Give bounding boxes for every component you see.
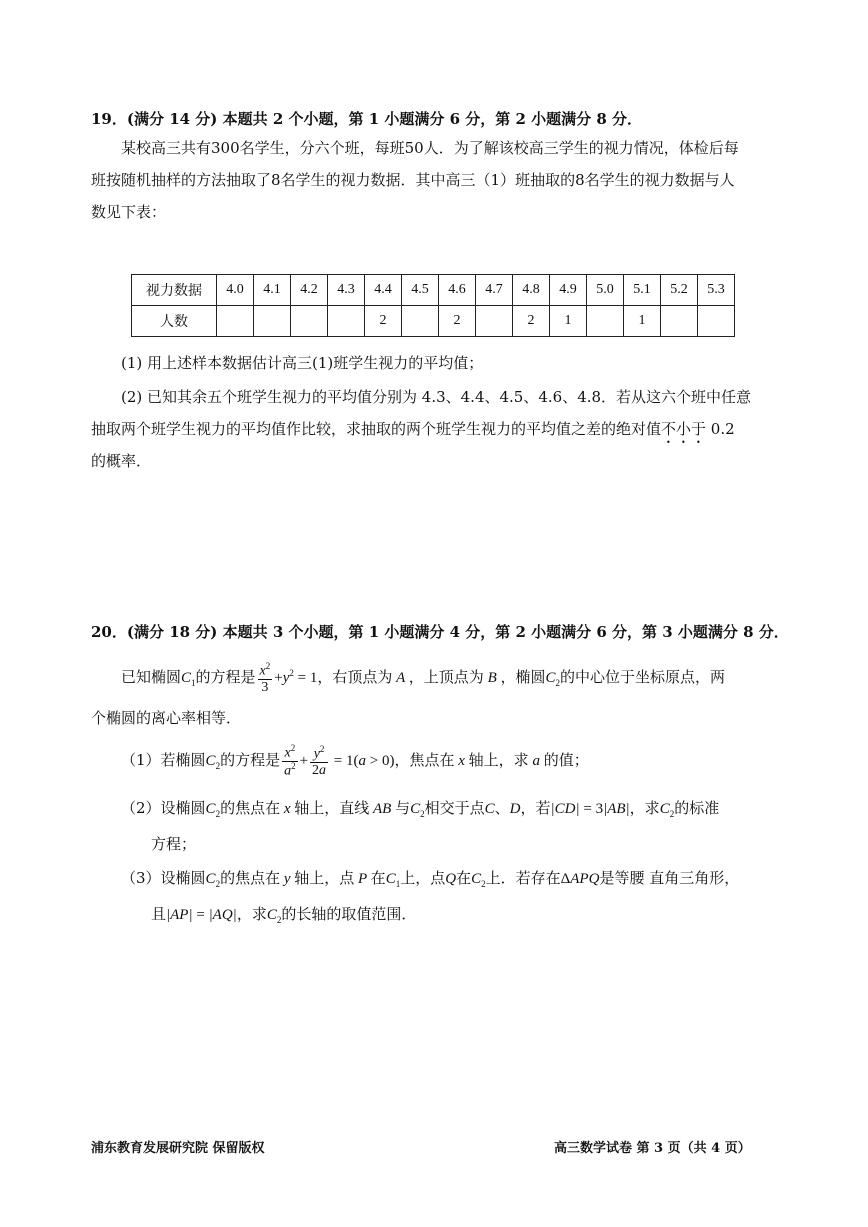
text: 的焦点在 xyxy=(220,869,281,887)
table-cell: 4.6 xyxy=(439,275,476,306)
q20-intro-line1: 已知椭圆$C_1$的方程是 $\frac{x^2}{3}$ $+y^2 = 1$，右顶点为 A ，上顶点为 B ，椭圆$C_2$的中心位于坐标原点，两 xyxy=(121,660,726,695)
table-cell: 2 xyxy=(439,306,476,337)
text: 在 xyxy=(370,869,386,887)
table-cell: 2 xyxy=(365,306,402,337)
q20-part2-line1: （2）设椭圆$C_2$的焦点在 x 轴上，直线 AB 与$C_2$相交于点C、D，若|CD| = 3|AB|，求$C_2$的标准 xyxy=(121,799,720,819)
table-cell xyxy=(402,306,439,337)
table-cell: 5.3 xyxy=(698,275,735,306)
text: 的长轴的取值范围． xyxy=(281,905,417,923)
footer-copyright: 浦东教育发展研究院 保留版权 xyxy=(91,1141,265,1156)
table-cell xyxy=(661,306,698,337)
text: 的方程是 xyxy=(220,751,281,769)
table-cell xyxy=(254,306,291,337)
text: ，求 xyxy=(236,905,267,923)
q19-part2-threshold: 0.2 xyxy=(706,420,735,438)
text: 相交于点 xyxy=(424,799,485,817)
q19-header: 19．(满分 14 分) 本题共 2 个小题，第 1 小题满分 6 分，第 2 小题满分 8 分． xyxy=(91,110,643,128)
q20-part3-line2: 且|AP| = |AQ|，求$C_2$的长轴的取值范围． xyxy=(151,905,417,925)
text: ，椭圆 xyxy=(500,668,546,686)
table-cell: 4.7 xyxy=(476,275,513,306)
text: 轴上，直线 xyxy=(294,799,370,817)
q19-intro-line3: 数见下表： xyxy=(91,203,167,221)
table-cell xyxy=(328,306,365,337)
text: 轴上，求 xyxy=(468,751,529,769)
q19-part2-text: 抽取两个班学生视力的平均值作比较，求抽取的两个班学生视力的平均值之差的绝对值 xyxy=(91,420,662,438)
table-cell: 1 xyxy=(624,306,661,337)
q20-part3-line1: （3）设椭圆$C_2$的焦点在 y 轴上，点 P 在$C_1$上，点Q在$C_2$上．若存在ΔAPQ是等腰 直角三角形， xyxy=(121,869,740,889)
table-cell: 5.0 xyxy=(587,275,624,306)
table-row-counts xyxy=(132,306,735,337)
text: 且 xyxy=(151,905,167,923)
q20-header: 20．(满分 18 分) 本题共 3 个小题，第 1 小题满分 4 分，第 2 小题满分 6 分，第 3 小题满分 8 分． xyxy=(91,623,789,641)
table-cell: 4.0 xyxy=(217,275,254,306)
vision-data-table xyxy=(131,274,735,337)
text: 、 xyxy=(494,799,510,817)
text: （1）若椭圆 xyxy=(121,751,206,769)
q19-intro-line1: 某校高三共有300名学生，分六个班，每班50人．为了解该校高三学生的视力情况，体检后每 xyxy=(121,139,739,157)
text: ，右顶点为 xyxy=(317,668,393,686)
text: 的中心位于坐标原点，两 xyxy=(560,668,726,686)
text: 与 xyxy=(395,799,411,817)
table-cell xyxy=(217,306,254,337)
table-cell: 4.5 xyxy=(402,275,439,306)
text: （2）设椭圆 xyxy=(121,799,206,817)
q19-intro-line2: 班按随机抽样的方法抽取了8名学生的视力数据．其中高三（1）班抽取的8名学生的视力数据与人 xyxy=(91,171,735,189)
table-cell: 4.3 xyxy=(328,275,365,306)
text: 上．若存在 xyxy=(485,869,561,887)
footer-page-number: 高三数学试卷 第 3 页（共 4 页） xyxy=(554,1141,751,1156)
text: 在 xyxy=(456,869,472,887)
table-cell: 4.1 xyxy=(254,275,291,306)
table-cell: 2 xyxy=(513,306,550,337)
text: 的焦点在 xyxy=(220,799,281,817)
ellipse-c2-equation: $\frac{x^2}{a^2}$ + $\frac{y^2}{2a}$ = 1(a > 0) xyxy=(284,743,395,779)
table-cell: 1 xyxy=(550,306,587,337)
text: 的值； xyxy=(543,751,589,769)
text: ，求 xyxy=(629,799,660,817)
text: 的标准 xyxy=(674,799,720,817)
table-cell: 4.8 xyxy=(513,275,550,306)
q19-part1: (1) 用上述样本数据估计高三(1)班学生视力的平均值； xyxy=(121,354,484,372)
table-cell xyxy=(476,306,513,337)
text: 的方程是 xyxy=(195,668,256,686)
text: 是等腰 直角三角形， xyxy=(599,869,740,887)
table-row-label: 视力数据 xyxy=(132,275,217,306)
text: 轴上，点 xyxy=(294,869,355,887)
q19-part2-line3: 的概率． xyxy=(91,452,152,470)
table-cell xyxy=(698,306,735,337)
text: 上，点 xyxy=(400,869,446,887)
text: 已知椭圆 xyxy=(121,668,182,686)
table-cell xyxy=(291,306,328,337)
q19-part2-line1: (2) 已知其余五个班学生视力的平均值分别为 4.3、4.4、4.5、4.6、4.8．若从这六个班中任意 xyxy=(121,388,752,406)
q19-part2-line2 xyxy=(91,413,735,447)
emphasis-text: 不小于 xyxy=(661,420,707,438)
table-cell: 4.9 xyxy=(550,275,587,306)
text: ，焦点在 xyxy=(394,751,455,769)
q20-intro-line2: 个椭圆的离心率相等． xyxy=(91,709,242,727)
table-cell: 5.2 xyxy=(661,275,698,306)
text: ，若 xyxy=(520,799,551,817)
table-cell: 4.2 xyxy=(291,275,328,306)
q20-part1: （1）若椭圆$C_2$的方程是 $\frac{x^2}{a^2}$ + $\frac{y^2}{2a}$ = 1(a > 0)，焦点在 x 轴上，求 a 的值； xyxy=(121,743,589,779)
table-row-label: 人数 xyxy=(132,306,217,337)
q20-part2-line2: 方程； xyxy=(151,835,197,853)
table-cell xyxy=(587,306,624,337)
table-row-values xyxy=(132,275,735,306)
text: ，上顶点为 xyxy=(408,668,484,686)
table-cell: 5.1 xyxy=(624,275,661,306)
text: （3）设椭圆 xyxy=(121,869,206,887)
table-cell: 4.4 xyxy=(365,275,402,306)
ellipse-c1-equation: $\frac{x^2}{3}$ $+y^2 = 1$ xyxy=(259,660,318,695)
